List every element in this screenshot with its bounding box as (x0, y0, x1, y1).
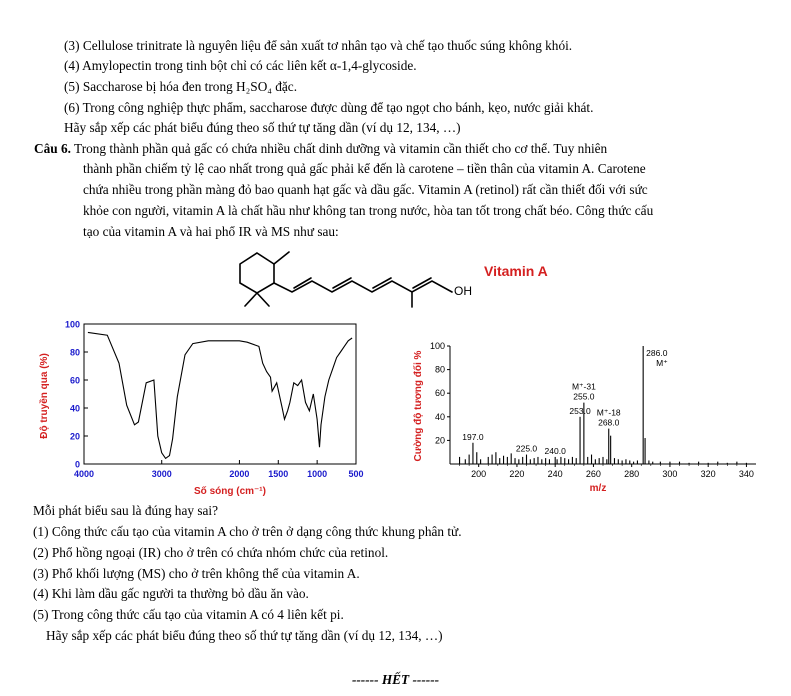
ms-peak-label: 253.0 (569, 405, 591, 416)
ms-peak-label: M⁺-31 255.0 (571, 381, 596, 402)
question-6-label: Câu 6. (34, 141, 71, 156)
statement-3-carbohydrate: (3) Cellulose trinitrate là nguyên liệu để sản xuất tơ nhân tạo và chế tạo thuốc súng không khói. (64, 38, 573, 53)
ms-x-tick-label: 240 (547, 469, 563, 479)
ir-y-tick-label: 80 (69, 347, 80, 358)
vitamin-a-name: Vitamin A (484, 263, 548, 279)
ms-x-tick-label: 300 (662, 469, 678, 479)
ir-y-tick-label: 0 (74, 459, 80, 470)
question-6-line-3: chứa nhiều trong phần màng đỏ bao quanh hạt gấc và dầu gấc. Vitamin A (retinol) rất cần thiết đối với sức (83, 182, 648, 197)
ms-x-tick-label: 320 (700, 469, 716, 479)
ms-x-tick-label: 280 (624, 469, 640, 479)
statement-2: (2) Phổ hồng ngoại (IR) cho ở trên có chứa nhóm chức của retinol. (33, 545, 389, 560)
ir-y-tick-label: 20 (69, 431, 80, 442)
ms-peaks (460, 346, 747, 464)
statement-4-carbohydrate: (4) Amylopectin trong tinh bột chỉ có các liên kết α-1,4-glycoside. (64, 58, 417, 73)
true-false-intro: Mỗi phát biểu sau là đúng hay sai? (33, 503, 219, 518)
ms-y-tick-label: 20 (434, 435, 445, 446)
ir-y-tick-label: 100 (64, 319, 80, 330)
ms-y-tick-label: 40 (434, 411, 445, 422)
ir-axes (65, 320, 364, 480)
statement-3: (3) Phổ khối lượng (MS) cho ở trên không thể của vitamin A. (33, 566, 360, 581)
ir-x-tick-label: 1000 (307, 469, 328, 479)
ms-y-tick-label: 100 (429, 341, 445, 351)
statement-5: (5) Trong công thức cấu tạo của vitamin A có 4 liên kết pi. (33, 607, 344, 622)
ms-x-tick-label: 340 (738, 469, 754, 479)
ms-x-tick-label: 200 (471, 469, 487, 479)
ir-y-tick-label: 60 (69, 375, 80, 386)
sort-instruction-q6: Hãy sắp xếp các phát biểu đúng theo số thứ tự tăng dần (ví dụ 12, 134, …) (46, 628, 443, 643)
question-6-line-1: Câu 6. Trong thành phần quả gấc có chứa nhiều chất dinh dưỡng và vitamin cần thiết cho cơ thể. Tuy nhiên (34, 141, 608, 156)
question-6-line-5: tạo của vitamin A và hai phổ IR và MS như sau: (83, 224, 339, 239)
ir-spectrum-chart (30, 312, 370, 502)
question-6-line-4: khỏe con người, vitamin A là chất hầu như không tan trong nước, hòa tan tốt trong chất béo. Công thức cấu (83, 203, 654, 218)
ms-axes (430, 341, 756, 479)
statement-6-carbohydrate: (6) Trong công nghiệp thực phẩm, saccharose được dùng để tạo ngọt cho bánh, kẹo, nước giải khát. (64, 100, 594, 115)
ms-y-axis-label: Cường độ tương đối % (413, 350, 424, 462)
statement-1: (1) Công thức cấu tạo của vitamin A cho ở trên ở dạng công thức khung phân tử. (33, 524, 462, 539)
question-6-line-2: thành phần chiếm tỷ lệ cao nhất trong quả gấc phải kể đến là carotene – tiền thân của vitamin A. Carotene (83, 161, 646, 176)
ms-x-tick-label: 220 (509, 469, 525, 479)
ms-annotations (462, 348, 667, 456)
statement-4: (4) Khi làm dầu gấc người ta thường bỏ dầu ăn vào. (33, 586, 309, 601)
ms-y-tick-label: 60 (434, 388, 445, 399)
oh-label: OH (454, 284, 472, 298)
end-mark: ------ HẾT ------ (351, 672, 440, 687)
ir-y-tick-label: 40 (69, 403, 80, 414)
ms-peak-label: 225.0 (515, 443, 538, 454)
ms-spectrum-chart (408, 336, 768, 496)
ir-x-axis-label: Số sóng (cm⁻¹) (194, 486, 266, 497)
ir-transmittance-curve (88, 332, 352, 458)
sort-instruction-q5: Hãy sắp xếp các phát biểu đúng theo số thứ tự tăng dần (ví dụ 12, 134, …) (64, 120, 461, 135)
ir-x-tick-label: 2000 (229, 469, 250, 479)
ms-x-tick-label: 260 (585, 469, 601, 479)
ms-y-tick-label: 80 (434, 364, 445, 375)
ms-peak-label: M⁺-18 268.0 (596, 407, 621, 428)
ms-peak-label: 197.0 (462, 431, 484, 442)
ir-y-axis-label: Độ truyền qua (%) (39, 353, 50, 439)
ms-peak-label: 240.0 (544, 445, 566, 456)
ms-peak-label: 286.0 M⁺ (646, 348, 668, 368)
vitamin-a-structure (225, 244, 585, 312)
statement-5-carbohydrate: (5) Saccharose bị hóa đen trong H₂SO₄ đặc. (64, 79, 298, 94)
ir-x-tick-label: 4000 (73, 469, 95, 479)
ir-x-tick-label: 3000 (151, 469, 172, 479)
ir-x-tick-label: 1500 (268, 469, 289, 479)
ms-x-axis-label: m/z (589, 483, 607, 494)
ir-x-tick-label: 500 (348, 469, 364, 479)
